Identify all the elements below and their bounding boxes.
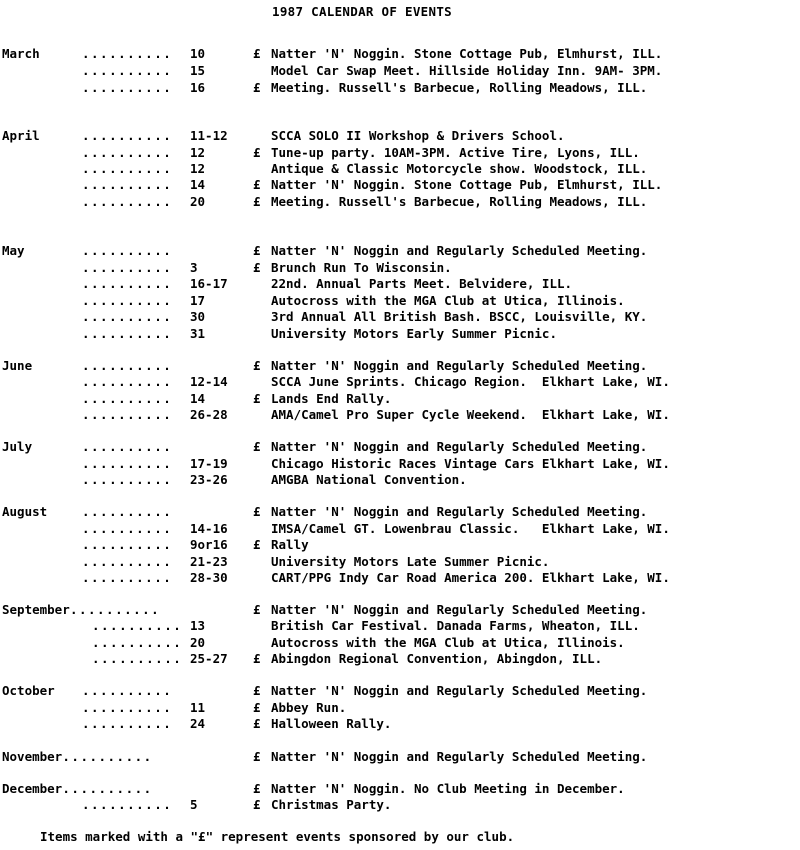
- event-description: Natter 'N' Noggin and Regularly Scheduled Meeting.: [271, 749, 648, 764]
- event-row: [0, 650, 800, 667]
- event-date: 11: [190, 700, 206, 715]
- event-row: [0, 259, 800, 276]
- dot-leader: ..........: [82, 177, 173, 192]
- event-description: Abbey Run.: [271, 700, 347, 715]
- event-row: [0, 144, 800, 161]
- event-date: 14: [190, 391, 206, 406]
- page-title: 1987 CALENDAR OF EVENTS: [272, 4, 452, 19]
- event-description: Natter 'N' Noggin and Regularly Scheduled Meeting.: [271, 683, 648, 698]
- event-row: [0, 242, 800, 259]
- club-sponsored-mark: £: [253, 80, 261, 95]
- event-row: [0, 520, 800, 537]
- event-date: 24: [190, 716, 206, 731]
- dot-leader: ..........: [82, 80, 173, 95]
- event-row: [0, 699, 800, 716]
- event-row: [0, 308, 800, 325]
- club-sponsored-mark: £: [253, 439, 261, 454]
- dot-leader: ..........: [82, 63, 173, 78]
- event-row: [0, 62, 800, 79]
- dot-leader: ..........: [82, 521, 173, 536]
- club-sponsored-mark: £: [253, 177, 261, 192]
- event-row: [0, 634, 800, 651]
- event-date: 9or16: [190, 537, 228, 552]
- event-description: IMSA/Camel GT. Lowenbrau Classic. Elkhart Lake, WI.: [271, 521, 670, 536]
- event-description: CART/PPG Indy Car Road America 200. Elkhart Lake, WI.: [271, 570, 670, 585]
- event-description: University Motors Early Summer Picnic.: [271, 326, 557, 341]
- event-description: 22nd. Annual Parts Meet. Belvidere, ILL.: [271, 276, 573, 291]
- event-row: [0, 160, 800, 177]
- club-sponsored-mark: £: [253, 700, 261, 715]
- event-row: [0, 601, 800, 618]
- club-sponsored-mark: £: [253, 602, 261, 617]
- event-date: 16: [190, 80, 206, 95]
- event-month: September: [2, 602, 70, 617]
- event-description: University Motors Late Summer Picnic.: [271, 554, 550, 569]
- event-month: July: [2, 439, 33, 454]
- club-sponsored-mark: £: [253, 716, 261, 731]
- event-date: 12: [190, 161, 206, 176]
- event-date: 26-28: [190, 407, 228, 422]
- club-sponsored-mark: £: [253, 194, 261, 209]
- event-description: Natter 'N' Noggin. Stone Cottage Pub, Elmhurst, ILL.: [271, 177, 663, 192]
- dot-leader: ..........: [82, 128, 173, 143]
- event-row: [0, 176, 800, 193]
- dot-leader: ..........: [92, 651, 183, 666]
- dot-leader: ..........: [82, 309, 173, 324]
- dot-leader: ..........: [82, 407, 173, 422]
- event-row: [0, 357, 800, 374]
- event-row: [0, 373, 800, 390]
- event-description: Natter 'N' Noggin. Stone Cottage Pub, Elmhurst, ILL.: [271, 46, 663, 61]
- event-description: Halloween Rally.: [271, 716, 392, 731]
- event-date: 3: [190, 260, 198, 275]
- dot-leader: ..........: [82, 260, 173, 275]
- event-row: [0, 455, 800, 472]
- event-description: Autocross with the MGA Club at Utica, Illinois.: [271, 635, 625, 650]
- event-month: June: [2, 358, 33, 373]
- club-sponsored-mark: £: [253, 145, 261, 160]
- event-row: [0, 275, 800, 292]
- dot-leader: ..........: [62, 749, 153, 764]
- event-description: Model Car Swap Meet. Hillside Holiday Inn. 9AM- 3PM.: [271, 63, 663, 78]
- event-description: Lands End Rally.: [271, 391, 392, 406]
- club-sponsored-mark: £: [253, 391, 261, 406]
- dot-leader: ..........: [82, 797, 173, 812]
- club-sponsored-mark: £: [253, 781, 261, 796]
- event-date: 12: [190, 145, 206, 160]
- dot-leader: ..........: [82, 554, 173, 569]
- dot-leader: ..........: [82, 326, 173, 341]
- club-sponsored-mark: £: [253, 358, 261, 373]
- event-date: 12-14: [190, 374, 228, 389]
- event-description: British Car Festival. Danada Farms, Wheaton, ILL.: [271, 618, 640, 633]
- club-sponsored-mark: £: [253, 749, 261, 764]
- event-date: 15: [190, 63, 206, 78]
- event-row: [0, 438, 800, 455]
- club-sponsored-mark: £: [253, 537, 261, 552]
- event-description: AMGBA National Convention.: [271, 472, 467, 487]
- event-row: [0, 193, 800, 210]
- event-date: 23-26: [190, 472, 228, 487]
- dot-leader: ..........: [82, 456, 173, 471]
- event-date: 21-23: [190, 554, 228, 569]
- event-description: Natter 'N' Noggin and Regularly Scheduled Meeting.: [271, 504, 648, 519]
- event-date: 31: [190, 326, 206, 341]
- dot-leader: ..........: [82, 472, 173, 487]
- dot-leader: ..........: [82, 293, 173, 308]
- event-month: May: [2, 243, 25, 258]
- dot-leader: ..........: [82, 570, 173, 585]
- event-description: Antique & Classic Motorcycle show. Woodstock, ILL.: [271, 161, 648, 176]
- event-description: Rally: [271, 537, 309, 552]
- dot-leader: ..........: [82, 439, 173, 454]
- event-date: 20: [190, 635, 206, 650]
- event-row: [0, 45, 800, 62]
- dot-leader: ..........: [82, 161, 173, 176]
- dot-leader: ..........: [82, 145, 173, 160]
- dot-leader: ..........: [92, 618, 183, 633]
- event-date: 13: [190, 618, 206, 633]
- footnote: Items marked with a "£" represent events sponsored by our club.: [40, 829, 515, 844]
- event-row: [0, 390, 800, 407]
- event-row: [0, 325, 800, 342]
- event-date: 17: [190, 293, 206, 308]
- dot-leader: ..........: [82, 374, 173, 389]
- dot-leader: ..........: [82, 391, 173, 406]
- event-row: [0, 127, 800, 144]
- dot-leader: ..........: [62, 781, 153, 796]
- event-row: [0, 79, 800, 96]
- event-description: Chicago Historic Races Vintage Cars Elkhart Lake, WI.: [271, 456, 670, 471]
- club-sponsored-mark: £: [253, 651, 261, 666]
- club-sponsored-mark: £: [253, 683, 261, 698]
- dot-leader: ..........: [82, 700, 173, 715]
- event-description: 3rd Annual All British Bash. BSCC, Louisville, KY.: [271, 309, 648, 324]
- event-date: 16-17: [190, 276, 228, 291]
- event-row: [0, 682, 800, 699]
- dot-leader: ..........: [82, 504, 173, 519]
- dot-leader: ..........: [82, 243, 173, 258]
- event-description: Natter 'N' Noggin and Regularly Scheduled Meeting.: [271, 439, 648, 454]
- dot-leader: ..........: [82, 46, 173, 61]
- dot-leader: ..........: [82, 716, 173, 731]
- event-description: SCCA SOLO II Workshop & Drivers School.: [271, 128, 565, 143]
- event-description: Meeting. Russell's Barbecue, Rolling Meadows, ILL.: [271, 80, 648, 95]
- event-date: 14: [190, 177, 206, 192]
- event-row: [0, 292, 800, 309]
- event-date: 10: [190, 46, 206, 61]
- event-date: 20: [190, 194, 206, 209]
- event-description: Abingdon Regional Convention, Abingdon, ILL.: [271, 651, 603, 666]
- event-row: [0, 748, 800, 765]
- event-date: 17-19: [190, 456, 228, 471]
- event-month: October: [2, 683, 55, 698]
- event-row: [0, 536, 800, 553]
- event-date: 11-12: [190, 128, 228, 143]
- event-month: August: [2, 504, 48, 519]
- dot-leader: ..........: [82, 194, 173, 209]
- event-row: [0, 780, 800, 797]
- dot-leader: ..........: [69, 602, 161, 617]
- dot-leader: ..........: [82, 276, 173, 291]
- club-sponsored-mark: £: [253, 243, 261, 258]
- event-month: April: [2, 128, 40, 143]
- event-description: Natter 'N' Noggin and Regularly Scheduled Meeting.: [271, 602, 648, 617]
- event-month: November: [2, 749, 63, 764]
- club-sponsored-mark: £: [253, 260, 261, 275]
- event-date: 25-27: [190, 651, 228, 666]
- club-sponsored-mark: £: [253, 46, 261, 61]
- event-row: [0, 617, 800, 634]
- event-description: Brunch Run To Wisconsin.: [271, 260, 452, 275]
- dot-leader: ..........: [82, 358, 173, 373]
- dot-leader: ..........: [92, 635, 183, 650]
- dot-leader: ..........: [82, 537, 173, 552]
- event-row: [0, 715, 800, 732]
- event-row: [0, 553, 800, 570]
- event-description: Autocross with the MGA Club at Utica, Illinois.: [271, 293, 625, 308]
- event-description: Tune-up party. 10AM-3PM. Active Tire, Lyons, ILL.: [271, 145, 640, 160]
- event-row: [0, 503, 800, 520]
- dot-leader: ..........: [82, 683, 173, 698]
- event-description: Christmas Party.: [271, 797, 392, 812]
- event-date: 14-16: [190, 521, 228, 536]
- event-row: [0, 406, 800, 423]
- event-description: Natter 'N' Noggin. No Club Meeting in December.: [271, 781, 625, 796]
- event-row: [0, 796, 800, 813]
- event-month: December: [2, 781, 63, 796]
- event-description: SCCA June Sprints. Chicago Region. Elkhart Lake, WI.: [271, 374, 670, 389]
- event-row: [0, 471, 800, 488]
- event-description: AMA/Camel Pro Super Cycle Weekend. Elkhart Lake, WI.: [271, 407, 670, 422]
- event-month: March: [2, 46, 40, 61]
- club-sponsored-mark: £: [253, 797, 261, 812]
- event-date: 5: [190, 797, 198, 812]
- event-row: [0, 569, 800, 586]
- event-description: Natter 'N' Noggin and Regularly Scheduled Meeting.: [271, 243, 648, 258]
- event-date: 30: [190, 309, 206, 324]
- event-description: Natter 'N' Noggin and Regularly Scheduled Meeting.: [271, 358, 648, 373]
- event-description: Meeting. Russell's Barbecue, Rolling Meadows, ILL.: [271, 194, 648, 209]
- club-sponsored-mark: £: [253, 504, 261, 519]
- event-date: 28-30: [190, 570, 228, 585]
